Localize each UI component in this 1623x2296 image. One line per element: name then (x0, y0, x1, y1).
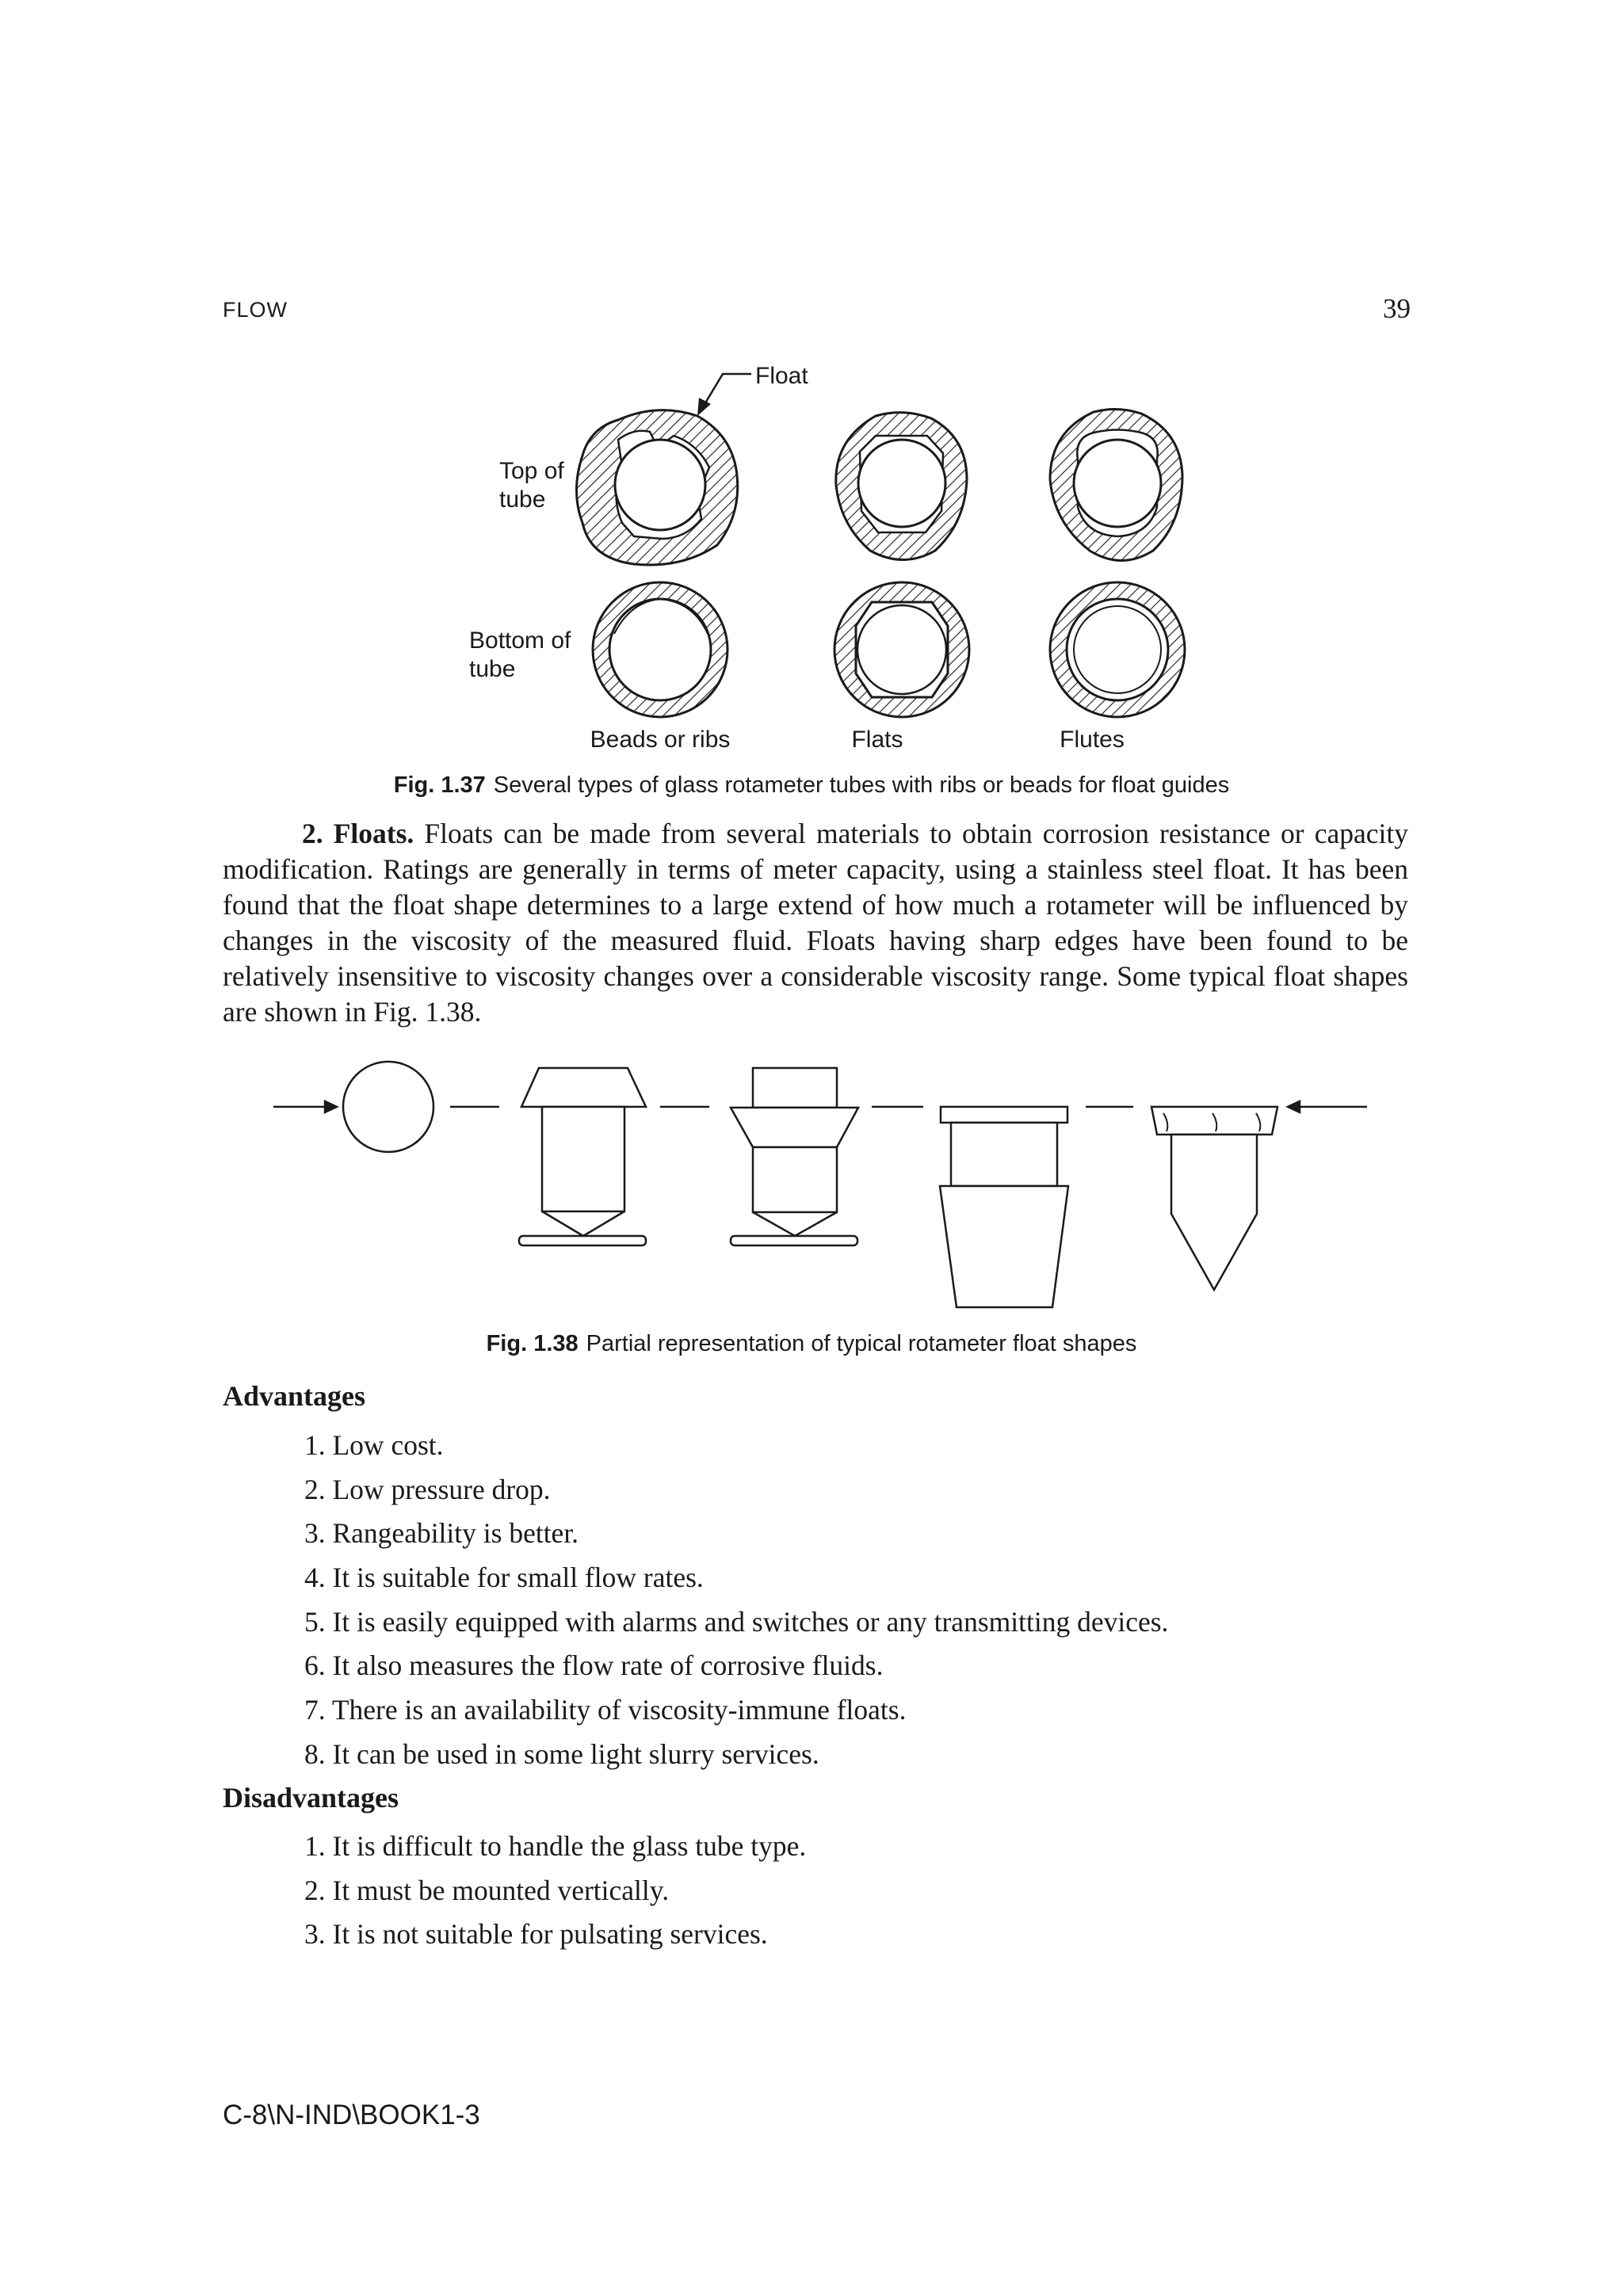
list-item: 3. Rangeability is better. (304, 1517, 579, 1550)
list-item: 8. It can be used in some light slurry services. (304, 1737, 819, 1770)
caption-label: Fig. 1.38 (486, 1331, 579, 1356)
float-label: Float (755, 363, 808, 389)
bottom-tube-flutes (1050, 582, 1185, 717)
figure-1-37-caption (0, 772, 1623, 799)
list-item: 2. It must be mounted vertically. (304, 1874, 670, 1906)
bottom-tube-beads (593, 582, 727, 717)
figure-1-38-float-shapes (0, 1046, 1623, 1323)
flutes-label: Flutes (1060, 727, 1125, 753)
list-item: 4. It is suitable for small flow rates. (304, 1562, 704, 1594)
top-of-tube-label-line2: tube (499, 486, 546, 513)
disadvantages-list (304, 1825, 806, 1957)
right-flow-arrow (1288, 1101, 1367, 1112)
list-item: 2. Low pressure drop. (304, 1473, 551, 1505)
footer-code: C-8\N-IND\BOOK1-3 (223, 2100, 480, 2130)
fluted-float (1151, 1107, 1277, 1290)
paragraph-lead: 2. Floats. (302, 818, 414, 849)
float-leader-arrow (697, 374, 751, 416)
bottom-of-tube-label-line2: tube (469, 656, 516, 682)
list-item: 7. There is an availability of viscosity-immune floats. (304, 1694, 907, 1726)
paragraph-text: Floats can be made from several materials to obtain corrosion resistance or capacity modification. Ratings are generally in terms of meter capacity, using a stainless steel float. It has been found that the float shape determines to a large extend of how much a rotameter will be influenced by changes in the viscosity of the measured fluid. Floats having sharp edges have been found to be relatively insensitive to viscosity changes over a considerable viscosity range. Some typical float shapes are shown in Fig. 1.38. (223, 818, 1408, 1028)
caption-text: Several types of glass rotameter tubes with ribs or beads for float guides (493, 772, 1230, 798)
beads-label: Beads or ribs (590, 727, 731, 753)
figure-1-38-caption (0, 1331, 1623, 1357)
running-head: FLOW (223, 298, 288, 322)
advantages-list (304, 1424, 1168, 1777)
list-item: 3. It is not suitable for pulsating services. (304, 1918, 768, 1951)
figure-1-37-rotameter-tubes (0, 349, 1623, 769)
list-item: 5. It is easily equipped with alarms and switches or any transmitting devices. (304, 1605, 1169, 1638)
floats-paragraph (223, 816, 1408, 1030)
flats-label: Flats (851, 727, 903, 753)
list-item: 6. It also measures the flow rate of corrosive fluids. (304, 1650, 884, 1682)
top-tube-flats (836, 413, 967, 560)
sphere-float (343, 1062, 433, 1152)
list-item: 1. It is difficult to handle the glass tube type. (304, 1830, 807, 1862)
page-number: 39 (1383, 293, 1411, 324)
bottom-tube-flats (834, 582, 969, 717)
caption-text: Partial representation of typical rotameter float shapes (586, 1331, 1137, 1356)
left-flow-arrow (273, 1101, 337, 1112)
disadvantages-heading: Disadvantages (223, 1782, 399, 1814)
list-item: 1. Low cost. (304, 1429, 444, 1461)
advantages-heading: Advantages (223, 1380, 366, 1412)
caption-label: Fig. 1.37 (393, 772, 486, 798)
top-of-tube-label-line1: Top of (499, 458, 564, 484)
top-tube-beads (577, 410, 738, 565)
bottom-of-tube-label-line1: Bottom of (469, 627, 571, 654)
rotating-float (731, 1068, 858, 1245)
viscosity-immune-float (940, 1107, 1068, 1307)
top-tube-flutes (1050, 409, 1182, 560)
plumb-bob-float (519, 1068, 646, 1245)
